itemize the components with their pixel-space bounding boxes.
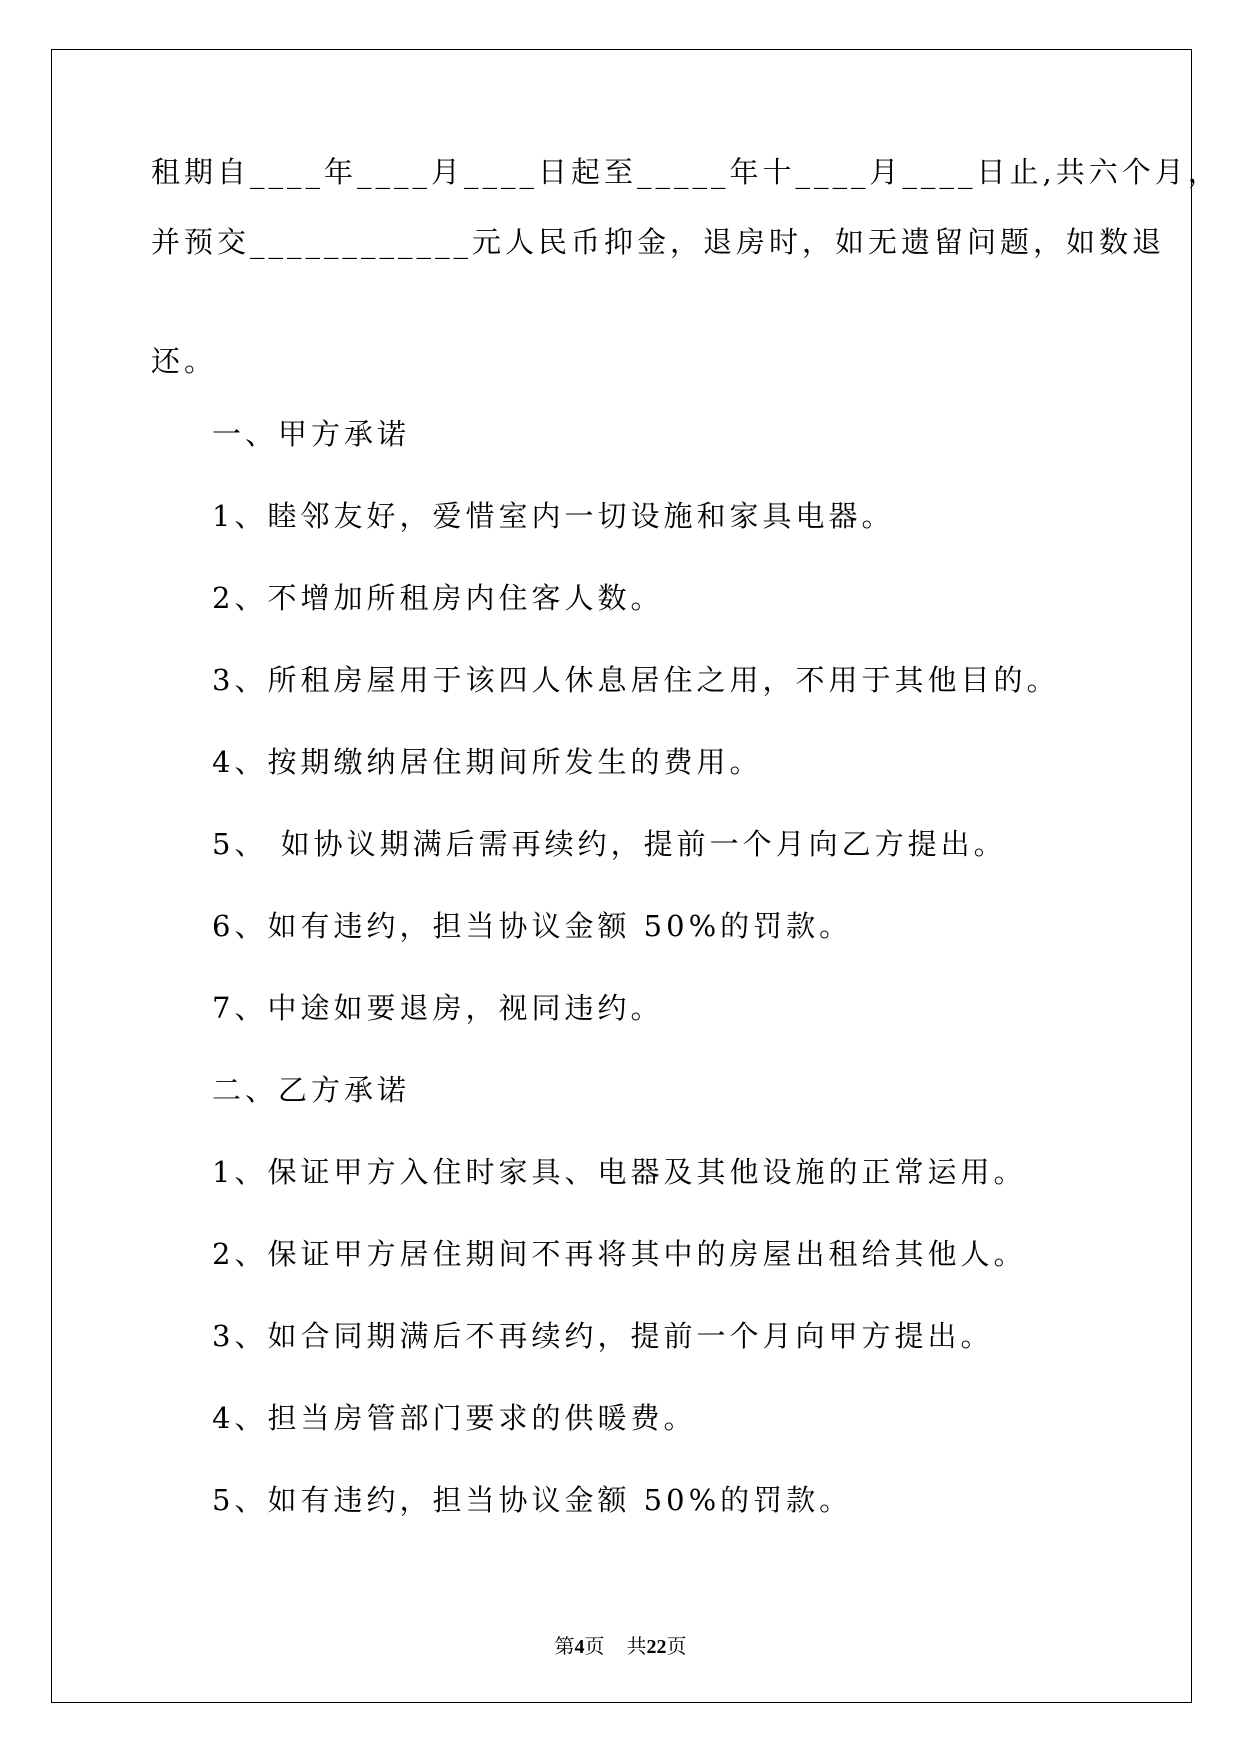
page-number: 4 <box>574 1636 585 1658</box>
section-1-item: 5、 如协议期满后需再续约，提前一个月向乙方提出。 <box>212 827 1007 861</box>
section-1-item: 7、中途如要退房，视同违约。 <box>212 991 664 1025</box>
section-2-item: 5、如有违约，担当协议金额 50%的罚款。 <box>212 1483 853 1517</box>
page-border <box>51 49 1192 1703</box>
section-1-item: 6、如有违约，担当协议金额 50%的罚款。 <box>212 909 853 943</box>
footer-page-suffix: 页 <box>584 1636 605 1658</box>
section-2-item: 2、保证甲方居住期间不再将其中的房屋出租给其他人。 <box>212 1237 1027 1271</box>
section-1-item: 2、不增加所租房内住客人数。 <box>212 581 664 615</box>
page-total: 22 <box>646 1636 667 1658</box>
section-1-item: 4、按期缴纳居住期间所发生的费用。 <box>212 745 763 779</box>
section-2-item: 1、保证甲方入住时家具、电器及其他设施的正常运用。 <box>212 1155 1027 1189</box>
intro-line-3: 还。 <box>151 344 218 378</box>
section-1-item: 1、睦邻友好，爱惜室内一切设施和家具电器。 <box>212 499 895 533</box>
section-2-item: 3、如合同期满后不再续约，提前一个月向甲方提出。 <box>212 1319 994 1353</box>
intro-line-1: 租期自____年____月____日起至_____年十____月____日止,共六个月， <box>151 155 1221 189</box>
page-footer <box>0 1630 1241 1659</box>
footer-prefix: 第 <box>554 1636 575 1658</box>
footer-total-suffix: 页 <box>666 1636 687 1658</box>
intro-line-2: 并预交____________元人民币抑金，退房时，如无遗留问题，如数退 <box>151 225 1166 259</box>
footer-total-prefix: 共 <box>626 1636 647 1658</box>
section-2-item: 4、担当房管部门要求的供暖费。 <box>212 1401 697 1435</box>
section-1-title: 一、甲方承诺 <box>212 417 411 451</box>
section-2-title: 二、乙方承诺 <box>212 1073 411 1107</box>
section-1-item: 3、所租房屋用于该四人休息居住之用，不用于其他目的。 <box>212 663 1060 697</box>
